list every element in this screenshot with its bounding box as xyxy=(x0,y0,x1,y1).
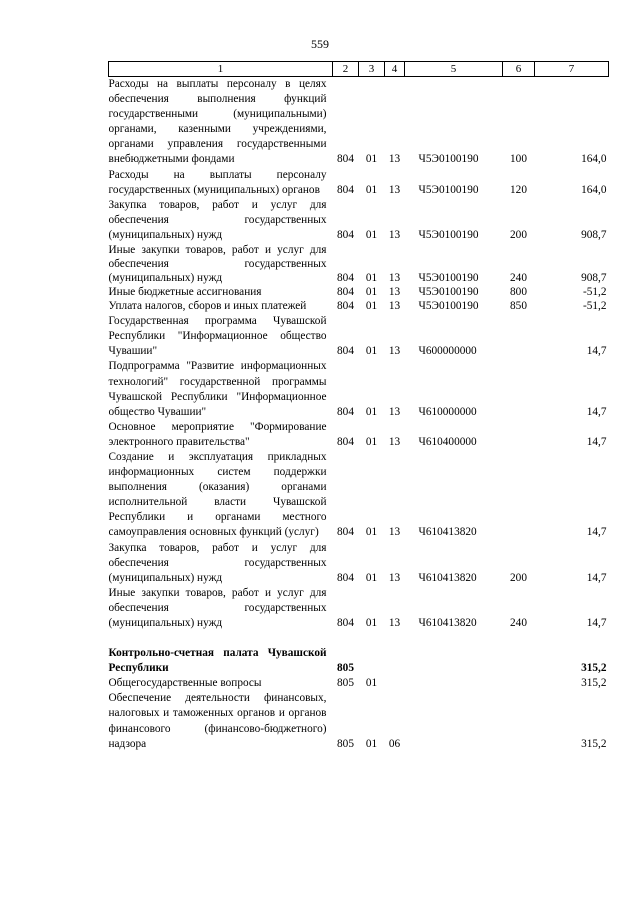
table-body xyxy=(109,77,609,752)
row-name: Иные закупки товаров, работ и услуг для обеспечения государственных (муниципальных) нужд xyxy=(108,586,327,629)
row-code-subsection: 06 xyxy=(388,737,401,750)
row-name: Обеспечение деятельности финансовых, налоговых и таможенных органов и органов финансового (финансово-бюджетного) надзора xyxy=(108,692,327,750)
row-expense-type: 100 xyxy=(510,153,527,166)
table-row xyxy=(109,285,609,299)
header-col-6: 6 xyxy=(503,62,535,77)
row-code-ministry: 804 xyxy=(337,405,354,418)
row-name: Закупка товаров, работ и услуг для обеспечения государственных (муниципальных) нужд xyxy=(108,198,327,241)
spacer-row xyxy=(109,631,609,646)
row-target-article xyxy=(405,676,503,691)
row-amount: 14,7 xyxy=(586,405,607,418)
row-amount: 315,2 xyxy=(581,677,607,690)
row-expense-type xyxy=(503,359,535,419)
row-name: Государственная программа Чувашской Республики "Информационное общество Чувашии" xyxy=(108,315,327,358)
table-row xyxy=(109,420,609,450)
row-target-article: Ч610400000 xyxy=(418,435,477,448)
header-col-1: 1 xyxy=(109,62,333,77)
row-name: Общегосударственные вопросы xyxy=(108,677,262,690)
row-code-subsection: 13 xyxy=(388,345,401,358)
row-target-article: Ч5Э0100190 xyxy=(418,272,479,285)
row-code-ministry: 804 xyxy=(337,526,354,539)
row-code-section: 01 xyxy=(365,228,378,241)
row-code-ministry: 804 xyxy=(337,153,354,166)
row-code-section: 01 xyxy=(365,183,378,196)
row-code-subsection: 13 xyxy=(388,526,401,539)
row-amount: 14,7 xyxy=(586,435,607,448)
row-code-subsection: 13 xyxy=(388,153,401,166)
row-expense-type: 240 xyxy=(510,617,527,629)
row-code-section: 01 xyxy=(365,300,378,313)
row-expense-type xyxy=(503,676,535,691)
row-code-subsection xyxy=(385,676,405,691)
row-code-section: 01 xyxy=(365,272,378,285)
table-row xyxy=(109,198,609,243)
row-amount: 14,7 xyxy=(586,617,607,629)
row-target-article: Ч5Э0100190 xyxy=(418,300,479,313)
row-amount: 14,7 xyxy=(586,345,607,358)
row-code-section: 01 xyxy=(365,617,378,629)
row-expense-type xyxy=(503,314,535,359)
row-target-article: Ч5Э0100190 xyxy=(418,286,479,299)
table-header-row xyxy=(109,62,609,77)
row-expense-type xyxy=(503,450,535,541)
row-code-subsection: 13 xyxy=(388,300,401,313)
row-code-ministry: 805 xyxy=(337,677,354,690)
row-code-ministry: 804 xyxy=(337,300,354,313)
row-amount: 315,2 xyxy=(581,737,607,750)
row-code-section: 01 xyxy=(365,526,378,539)
row-expense-type xyxy=(503,646,535,676)
row-code-section: 01 xyxy=(365,571,378,584)
row-target-article: Ч610413820 xyxy=(418,617,477,629)
row-code-ministry: 804 xyxy=(337,571,354,584)
row-code-section: 01 xyxy=(365,677,378,690)
row-name: Создание и эксплуатация прикладных информационных систем поддержки выполнения (оказания) органами исполнительной власти Чувашской Республики и органами местного самоуправления основных функций (услуг) xyxy=(108,450,327,539)
row-target-article: Ч610413820 xyxy=(418,526,477,539)
table-row xyxy=(109,541,609,586)
spacer-cell xyxy=(109,631,609,646)
row-code-subsection: 13 xyxy=(388,617,401,629)
budget-table xyxy=(108,61,609,752)
header-col-2: 2 xyxy=(333,62,359,77)
row-code-subsection: 13 xyxy=(388,405,401,418)
row-expense-type: 850 xyxy=(510,300,527,313)
row-amount: 164,0 xyxy=(581,183,607,196)
row-code-subsection: 13 xyxy=(388,228,401,241)
row-code-section: 01 xyxy=(365,405,378,418)
header-col-4: 4 xyxy=(385,62,405,77)
row-code-ministry: 804 xyxy=(337,228,354,241)
row-code-section xyxy=(359,646,385,676)
row-code-section: 01 xyxy=(365,286,378,299)
row-code-subsection: 13 xyxy=(388,571,401,584)
row-expense-type: 800 xyxy=(510,286,527,299)
row-name: Закупка товаров, работ и услуг для обеспечения государственных (муниципальных) нужд xyxy=(108,541,327,584)
row-expense-type: 120 xyxy=(510,183,527,196)
header-col-7: 7 xyxy=(535,62,609,77)
row-code-ministry: 804 xyxy=(337,272,354,285)
row-code-subsection: 13 xyxy=(388,435,401,448)
row-code-subsection xyxy=(385,646,405,676)
row-amount: 908,7 xyxy=(581,272,607,285)
row-amount: 908,7 xyxy=(581,228,607,241)
row-code-ministry: 805 xyxy=(337,662,354,675)
row-target-article: Ч600000000 xyxy=(418,345,477,358)
row-name: Уплата налогов, сборов и иных платежей xyxy=(108,300,307,313)
header-col-5: 5 xyxy=(405,62,503,77)
row-name: Расходы на выплаты персоналу в целях обеспечения выполнения функций государственными (муниципальными) органами, казенными учреждениями, органами управления государственными внебюджетными фондами xyxy=(108,78,327,166)
row-code-ministry: 804 xyxy=(337,435,354,448)
row-code-subsection: 13 xyxy=(388,272,401,285)
table-row xyxy=(109,243,609,285)
row-amount: 14,7 xyxy=(586,571,607,584)
row-code-section: 01 xyxy=(365,345,378,358)
table-row xyxy=(109,676,609,691)
row-name: Иные закупки товаров, работ и услуг для обеспечения государственных (муниципальных) нужд xyxy=(108,244,327,285)
row-code-ministry: 804 xyxy=(337,617,354,629)
row-code-section: 01 xyxy=(365,435,378,448)
row-name: Иные бюджетные ассигнования xyxy=(108,286,262,299)
table-row xyxy=(109,586,609,631)
row-target-article: Ч610000000 xyxy=(418,405,477,418)
table-row xyxy=(109,646,609,676)
row-name: Контрольно-счетная палата Чувашской Республики xyxy=(108,647,327,675)
row-target-article: Ч610413820 xyxy=(418,571,477,584)
table-row xyxy=(109,168,609,198)
row-code-ministry: 804 xyxy=(337,345,354,358)
table-row xyxy=(109,359,609,419)
row-amount: -51,2 xyxy=(582,286,607,299)
row-target-article xyxy=(405,646,503,676)
table-row xyxy=(109,299,609,314)
row-target-article xyxy=(405,691,503,751)
row-code-section: 01 xyxy=(365,153,378,166)
header-col-3: 3 xyxy=(359,62,385,77)
table-row xyxy=(109,450,609,541)
row-name: Расходы на выплаты персоналу государственных (муниципальных) органов xyxy=(108,168,327,196)
row-target-article: Ч5Э0100190 xyxy=(418,228,479,241)
row-code-ministry: 805 xyxy=(337,737,354,750)
row-amount: 164,0 xyxy=(581,153,607,166)
row-name: Основное мероприятие "Формирование электронного правительства" xyxy=(108,420,327,448)
row-target-article: Ч5Э0100190 xyxy=(418,153,479,166)
row-amount: -51,2 xyxy=(582,300,607,313)
row-expense-type xyxy=(503,420,535,450)
page-number: 559 xyxy=(311,37,329,51)
row-expense-type: 240 xyxy=(510,272,527,285)
table-row xyxy=(109,314,609,359)
row-code-subsection: 13 xyxy=(388,183,401,196)
row-expense-type xyxy=(503,691,535,751)
row-target-article: Ч5Э0100190 xyxy=(418,183,479,196)
row-name: Подпрограмма "Развитие информационных технологий" государственной программы Чувашской Республики "Информационное общество Чувашии" xyxy=(108,360,327,418)
row-code-subsection: 13 xyxy=(388,286,401,299)
table-row xyxy=(109,691,609,751)
row-amount: 14,7 xyxy=(586,526,607,539)
table-row xyxy=(109,77,609,168)
row-expense-type: 200 xyxy=(510,571,527,584)
row-expense-type: 200 xyxy=(510,228,527,241)
row-code-ministry: 804 xyxy=(337,183,354,196)
row-code-section: 01 xyxy=(365,737,378,750)
row-code-ministry: 804 xyxy=(337,286,354,299)
row-amount: 315,2 xyxy=(581,662,607,675)
